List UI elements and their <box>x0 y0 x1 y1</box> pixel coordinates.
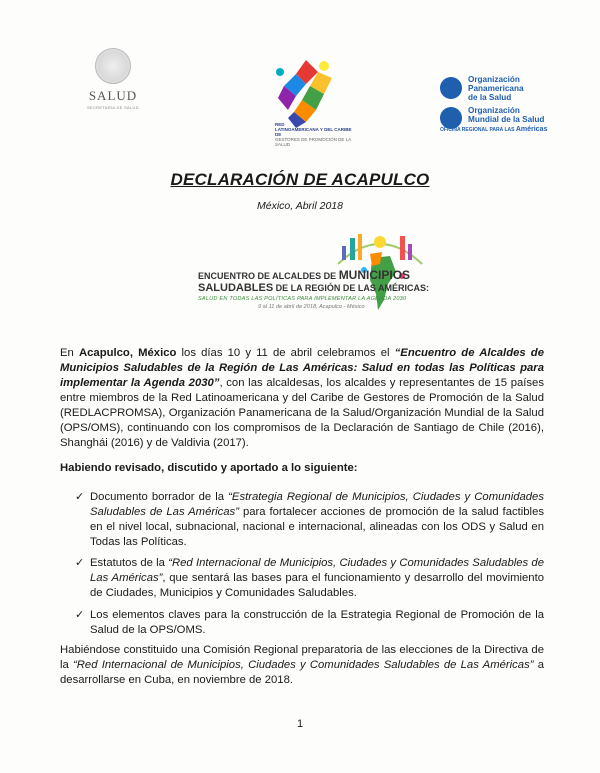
checklist-item <box>75 490 544 550</box>
intro-paragraph <box>60 346 544 451</box>
intro-pre: En <box>60 347 79 359</box>
salud-logo <box>78 48 148 110</box>
checkmark-icon: ✓ <box>75 609 85 621</box>
checklist-item <box>75 556 544 601</box>
ops-globe-icon <box>440 77 462 99</box>
place-date: México, Abril 2018 <box>257 200 343 212</box>
event-title-line1 <box>198 268 410 282</box>
checkmark-icon: ✓ <box>75 491 85 503</box>
event-line2-small: DE LA REGIÓN DE LAS AMÉRICAS: <box>273 283 430 293</box>
ops-line1: Organización <box>468 75 520 84</box>
event-subtitle: SALUD EN TODAS LAS POLÍTICAS PARA IMPLEMENTAR LA AGENDA 2030 <box>198 296 407 302</box>
ops-oms-logo <box>440 75 550 135</box>
event-title-line2 <box>198 282 429 294</box>
ops-line2: Panamericana <box>468 84 524 93</box>
closing-post: a desarrollarse en Cuba, en noviembre de 2018. <box>60 659 544 686</box>
item3-text: Los elementos claves para la construcción de la Estrategia Regional de Promoción de la Salud de la OPS/OMS. <box>90 609 544 636</box>
page-number: 1 <box>296 718 304 730</box>
event-line1-big: MUNICIPIOS <box>338 268 411 282</box>
item2-em: “Red Internacional de Municipios, Ciudades y Comunidades Saludables de Las Américas” <box>90 557 544 584</box>
ops-line3: de la Salud <box>468 93 512 102</box>
checkmark-icon: ✓ <box>75 557 85 569</box>
event-line2-big: SALUDABLES <box>198 282 274 294</box>
item2-post: , que sentará las bases para el funcionamiento y desarrollo del movimiento de Ciudades, Municipios y Comunidades Saludables. <box>90 572 544 599</box>
ops-line6-prefix: OFICINA REGIONAL PARA LAS <box>440 127 515 133</box>
redlacpromsa-logo-icon <box>266 52 346 132</box>
intro-event-name: “Encuentro de Alcaldes de Municipios Saludables de la Región de Las Américas: Salud en todas las Políticas para implementar la Agenda 2030” <box>60 347 544 389</box>
item1-post: para fortalecer acciones de promoción de la salud factibles en el nivel local, subnacional, nacional e internacional, alineadas con los ODS y Salud en Todas las Políticas. <box>90 506 544 548</box>
item1-em: “Estrategia Regional de Municipios, Ciudades y Comunidades Saludables de Las Américas” <box>90 491 544 518</box>
intro-location: Acapulco, México <box>78 347 177 359</box>
event-line1-small: ENCUENTRO DE ALCALDES DE <box>198 271 339 281</box>
reviewed-heading: Habiendo revisado, discutido y aportado a lo siguiente: <box>60 462 358 474</box>
red-caption-line1: RED <box>275 122 285 127</box>
salud-subtitle: SECRETARÍA DE SALUD <box>87 105 139 110</box>
closing-paragraph <box>60 643 544 688</box>
red-caption-line3: GESTORES DE PROMOCIÓN DE LA SALUD <box>275 137 351 147</box>
item2-pre: Estatutos de la <box>90 557 169 569</box>
salud-wordmark: SALUD <box>88 88 138 103</box>
intro-rest: , con las alcaldesas, los alcaldes y representantes de 15 países entre miembros de la Red Latinoamericana y del Caribe de Gestores de Promoción de la Salud (REDLACPROMSA), Organización Panamericana de la Salud/Organización Mundial de la Salud (OPS/OMS), continuando con los compromisos de la Declaración de Santiago de Chile (2016), Shanghái (2016) y de Valdivia (2017). <box>60 377 544 449</box>
intro-mid: los días 10 y 11 de abril celebramos el <box>176 347 395 359</box>
ops-line5: Mundial de la Salud <box>468 115 545 124</box>
redlacpromsa-caption <box>275 122 355 147</box>
red-caption-line2: LATINOAMERICANA Y DEL CARIBE DE <box>275 127 352 137</box>
ops-line6-main: Américas <box>515 126 548 133</box>
closing-em: “Red Internacional de Municipios, Ciudades y Comunidades Saludables de Las Américas” <box>73 659 534 671</box>
closing-pre: Habiéndose constituido una Comisión Regional preparatoria de las elecciones de la Directiva de la <box>60 644 544 671</box>
ops-line4: Organización <box>468 106 520 115</box>
document-title: DECLARACIÓN DE ACAPULCO <box>170 170 430 189</box>
ops-line6 <box>440 125 547 135</box>
event-date: 9 al 11 de abril de 2018, Acapulco - México <box>258 304 365 310</box>
checklist-item <box>75 608 544 638</box>
coat-of-arms-icon <box>95 48 131 84</box>
item1-pre: Documento borrador de la <box>90 491 229 503</box>
